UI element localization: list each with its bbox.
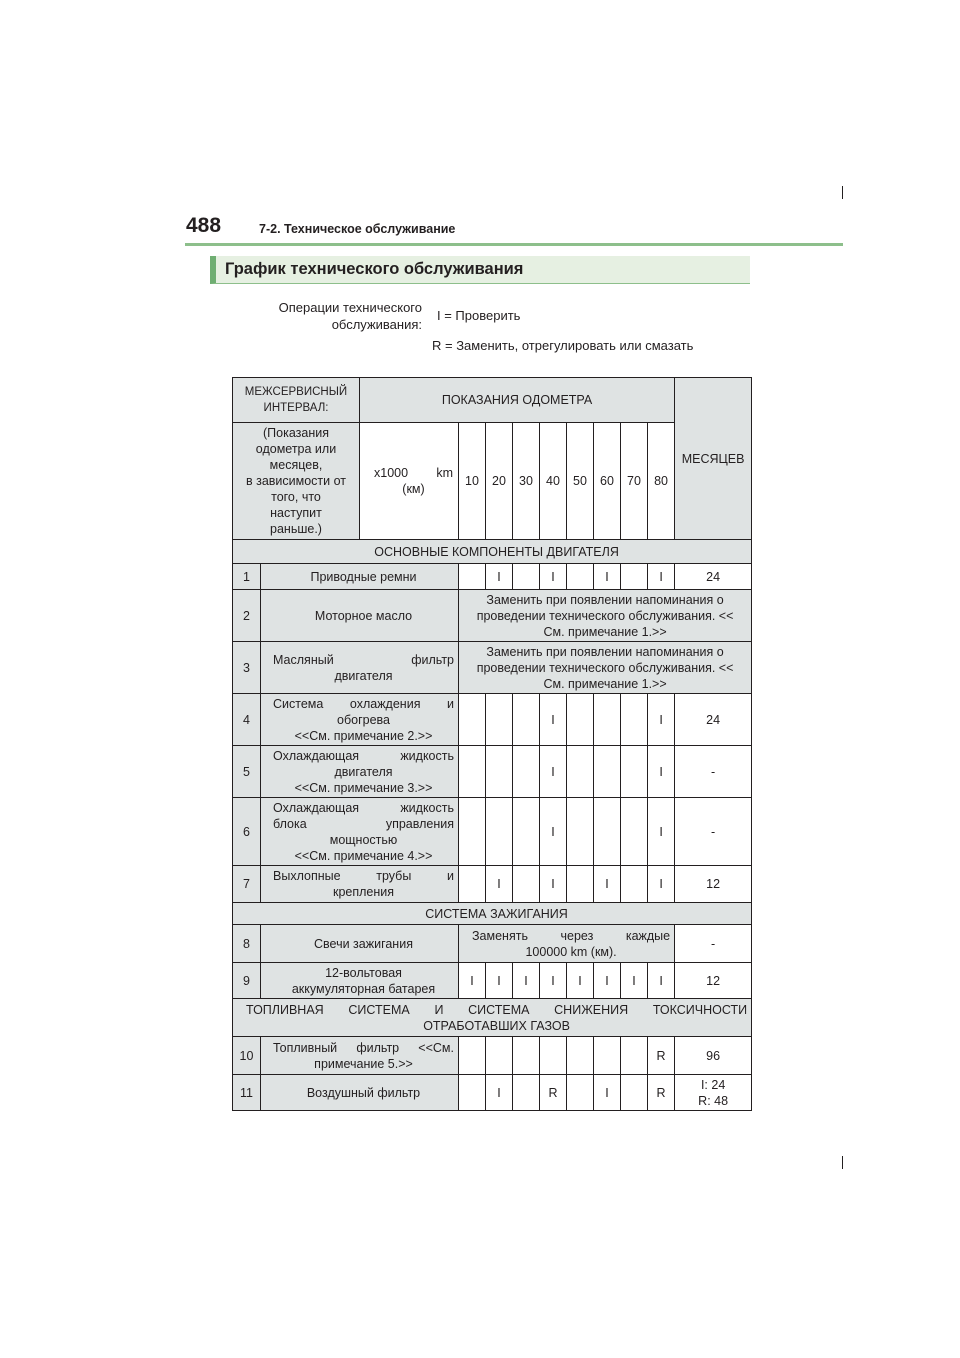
row-number: 10 — [233, 1037, 261, 1075]
op-cell: I — [648, 798, 675, 866]
row-number: 9 — [233, 963, 261, 999]
item-line: обогрева — [337, 712, 390, 727]
unit-x1000: x1000 — [374, 466, 409, 480]
months-line: I: 24 — [700, 1077, 726, 1092]
item-line — [273, 652, 454, 668]
op-cell — [513, 1075, 540, 1111]
page-number: 488 — [186, 214, 222, 237]
op-cell — [459, 1075, 486, 1111]
op-cell: R — [540, 1075, 567, 1111]
item-name — [261, 963, 459, 999]
item-word: охлаждения — [349, 696, 421, 711]
op-cell — [621, 1037, 648, 1075]
months-cell: 24 — [675, 564, 752, 590]
op-cell — [513, 746, 540, 798]
op-cell: R — [648, 1037, 675, 1075]
legend-label-line2: обслуживания: — [331, 317, 422, 332]
op-cell: I — [648, 694, 675, 746]
op-cell: I — [486, 866, 513, 903]
interval-note-line: месяцев, — [269, 458, 323, 472]
legend-r-meaning: R = Заменить, отрегулировать или смазать — [432, 338, 694, 353]
crop-mark-bottom — [842, 1156, 843, 1169]
mileage-unit-line — [374, 465, 453, 481]
item-line: двигателя — [334, 668, 393, 683]
op-cell: I — [648, 963, 675, 999]
item-word: трубы — [376, 869, 412, 883]
note-line: проведении технического обслуживания. << — [476, 660, 734, 675]
item-word: Выхлопные — [273, 869, 341, 883]
op-cell — [621, 694, 648, 746]
op-cell: I — [513, 963, 540, 999]
item-name: Приводные ремни — [261, 564, 459, 590]
unit-km-ru: (км) — [402, 482, 425, 496]
interval-header: МЕЖСЕРВИСНЫЙ ИНТЕРВАЛ: — [233, 378, 360, 423]
mileage-col: 70 — [621, 423, 648, 540]
item-word: Система — [273, 696, 324, 711]
section-word: ТОПЛИВНАЯ — [246, 1002, 324, 1017]
months-cell: - — [675, 925, 752, 963]
item-word: блока — [273, 816, 307, 831]
item-name: Воздушный фильтр — [261, 1075, 459, 1111]
item-name — [261, 866, 459, 903]
item-line — [273, 748, 454, 764]
op-cell — [540, 1037, 567, 1075]
item-word: Топливный — [273, 1040, 338, 1055]
item-line — [273, 1040, 454, 1056]
item-line — [273, 696, 454, 712]
months-header: МЕСЯЦЕВ — [675, 378, 752, 540]
op-cell: I — [540, 694, 567, 746]
op-cell — [486, 798, 513, 866]
months-cell — [675, 1075, 752, 1111]
item-name: Моторное масло — [261, 590, 459, 642]
note-line: 100000 km (км). — [525, 944, 617, 959]
item-line: аккумуляторная батарея — [291, 981, 436, 996]
item-line: <<См. примечание 3.>> — [294, 780, 433, 795]
op-cell — [567, 564, 594, 590]
note-line: См. примечание 1.>> — [543, 624, 667, 639]
months-line: R: 48 — [698, 1093, 729, 1108]
item-line: <<См. примечание 2.>> — [294, 728, 433, 743]
item-name — [261, 1037, 459, 1075]
mileage-col: 80 — [648, 423, 675, 540]
note-line: проведении технического обслуживания. << — [476, 608, 734, 623]
section-row-fuel — [233, 999, 752, 1037]
row-number: 1 — [233, 564, 261, 590]
note-word: через — [560, 928, 594, 943]
op-cell — [486, 1037, 513, 1075]
item-line: мощностью — [329, 832, 398, 847]
op-cell: I — [594, 564, 621, 590]
interval-note-line: одометра или — [255, 442, 337, 456]
legend-i-meaning: I = Проверить — [437, 308, 521, 323]
section-fuel-line1 — [246, 1002, 747, 1018]
mileage-col: 40 — [540, 423, 567, 540]
item-word: жидкость — [400, 800, 454, 815]
section-word: ТОКСИЧНОСТИ — [652, 1002, 748, 1017]
op-cell — [513, 798, 540, 866]
op-cell: I — [567, 963, 594, 999]
section-title: 7-2. Техническое обслуживание — [259, 222, 456, 236]
item-line — [273, 816, 454, 832]
op-cell: I — [594, 963, 621, 999]
interval-note-line: того, что — [271, 490, 321, 504]
item-word: Охлаждающая — [273, 748, 360, 763]
row-number: 2 — [233, 590, 261, 642]
op-cell: I — [486, 1075, 513, 1111]
mileage-col: 30 — [513, 423, 540, 540]
op-cell: I — [459, 963, 486, 999]
op-cell — [513, 1037, 540, 1075]
op-cell — [594, 1037, 621, 1075]
crop-mark-top — [842, 186, 843, 199]
item-line: двигателя — [334, 764, 393, 779]
note-line — [472, 928, 670, 944]
note-word: каждые — [625, 928, 671, 943]
header-rule — [185, 243, 843, 246]
op-cell — [621, 866, 648, 903]
item-word: и — [447, 869, 454, 883]
item-line — [273, 800, 454, 816]
item-word: и — [447, 696, 454, 711]
op-cell — [513, 564, 540, 590]
op-cell — [621, 1075, 648, 1111]
row-number: 7 — [233, 866, 261, 903]
op-cell: I — [486, 564, 513, 590]
months-cell: - — [675, 746, 752, 798]
op-cell — [567, 746, 594, 798]
legend-label-line1: Операции технического — [278, 300, 422, 315]
row-number: 4 — [233, 694, 261, 746]
op-cell — [486, 694, 513, 746]
item-name: Свечи зажигания — [261, 925, 459, 963]
op-cell — [459, 746, 486, 798]
interval-note — [233, 423, 360, 540]
op-cell — [486, 746, 513, 798]
item-word: управления — [385, 816, 454, 831]
note-line: Заменить при появлении напоминания о — [486, 592, 724, 607]
section-word: СИСТЕМА — [348, 1002, 410, 1017]
note-cell — [459, 642, 752, 694]
op-cell — [459, 564, 486, 590]
item-line — [273, 868, 454, 884]
months-cell: 12 — [675, 963, 752, 999]
row-number: 11 — [233, 1075, 261, 1111]
item-line: <<См. примечание 4.>> — [294, 848, 433, 863]
op-cell — [567, 694, 594, 746]
op-cell — [459, 798, 486, 866]
row-number: 8 — [233, 925, 261, 963]
item-name — [261, 798, 459, 866]
row-number: 3 — [233, 642, 261, 694]
item-name — [261, 746, 459, 798]
op-cell: I — [648, 866, 675, 903]
item-line: крепления — [332, 885, 395, 899]
op-cell: I — [486, 963, 513, 999]
mileage-col: 60 — [594, 423, 621, 540]
section-word: СНИЖЕНИЯ — [554, 1002, 629, 1017]
item-word: Масляный — [273, 652, 334, 667]
item-name — [261, 694, 459, 746]
op-cell: I — [621, 963, 648, 999]
op-cell — [459, 694, 486, 746]
op-cell: I — [540, 866, 567, 903]
months-cell: - — [675, 798, 752, 866]
op-cell — [594, 746, 621, 798]
odometer-header: ПОКАЗАНИЯ ОДОМЕТРА — [360, 378, 675, 423]
unit-km: km — [436, 466, 453, 480]
item-word: Охлаждающая — [273, 800, 360, 815]
op-cell — [621, 798, 648, 866]
op-cell — [567, 798, 594, 866]
section-word: СИСТЕМА — [468, 1002, 530, 1017]
months-cell: 96 — [675, 1037, 752, 1075]
op-cell: I — [540, 564, 567, 590]
interval-note-line: раньше.) — [270, 522, 322, 536]
mileage-unit — [360, 423, 459, 540]
note-line: Заменить при появлении напоминания о — [486, 644, 724, 659]
item-word: <<См. — [418, 1040, 454, 1055]
interval-note-line: наступит — [270, 506, 322, 520]
op-cell — [621, 746, 648, 798]
item-word: фильтр — [411, 652, 454, 667]
item-word: жидкость — [400, 748, 454, 763]
page-heading-text: График технического обслуживания — [225, 260, 524, 278]
note-cell — [459, 925, 675, 963]
note-cell — [459, 590, 752, 642]
row-number: 6 — [233, 798, 261, 866]
op-cell — [567, 1075, 594, 1111]
interval-note-line: в зависимости от — [245, 474, 347, 488]
op-cell — [513, 866, 540, 903]
note-line: См. примечание 1.>> — [543, 676, 667, 691]
op-cell — [567, 1037, 594, 1075]
op-cell — [459, 866, 486, 903]
maintenance-schedule-table — [232, 377, 752, 1111]
item-name — [261, 642, 459, 694]
op-cell: R — [648, 1075, 675, 1111]
section-row-ignition: СИСТЕМА ЗАЖИГАНИЯ — [233, 903, 752, 925]
section-word: И — [434, 1002, 444, 1017]
section-fuel-line2: ОТРАБОТАВШИХ ГАЗОВ — [423, 1018, 570, 1033]
mileage-col: 20 — [486, 423, 513, 540]
op-cell — [513, 694, 540, 746]
op-cell — [459, 1037, 486, 1075]
months-cell: 12 — [675, 866, 752, 903]
op-cell: I — [540, 746, 567, 798]
legend-label — [262, 299, 422, 333]
op-cell: I — [594, 1075, 621, 1111]
op-cell: I — [540, 963, 567, 999]
op-cell: I — [594, 866, 621, 903]
op-cell — [594, 694, 621, 746]
op-cell — [567, 866, 594, 903]
item-line: 12-вольтовая — [325, 965, 402, 980]
months-cell: 24 — [675, 694, 752, 746]
interval-note-line: (Показания — [263, 426, 329, 440]
op-cell — [621, 564, 648, 590]
mileage-col: 50 — [567, 423, 594, 540]
op-cell: I — [648, 746, 675, 798]
op-cell: I — [540, 798, 567, 866]
op-cell: I — [648, 564, 675, 590]
op-cell — [594, 798, 621, 866]
section-row-engine: ОСНОВНЫЕ КОМПОНЕНТЫ ДВИГАТЕЛЯ — [233, 540, 752, 564]
mileage-col: 10 — [459, 423, 486, 540]
row-number: 5 — [233, 746, 261, 798]
item-line: примечание 5.>> — [314, 1056, 413, 1071]
note-word: Заменять — [472, 928, 528, 943]
page-heading — [210, 256, 750, 284]
item-word: фильтр — [356, 1040, 400, 1055]
